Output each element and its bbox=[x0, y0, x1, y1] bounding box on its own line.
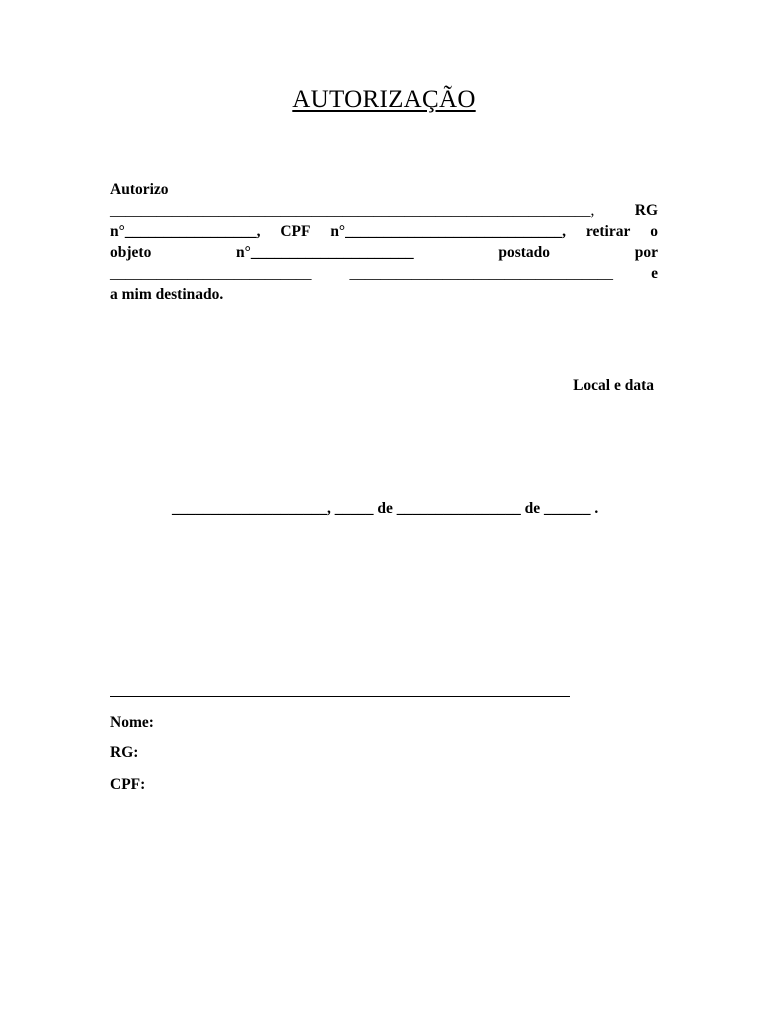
paragraph-line-4 bbox=[110, 242, 658, 263]
e-word: e bbox=[651, 265, 658, 282]
cpf-word: CPF bbox=[280, 223, 311, 240]
paragraph-line-6: a mim destinado. bbox=[110, 286, 224, 303]
local-data-label: Local e data bbox=[573, 377, 654, 394]
paragraph-line-5 bbox=[110, 263, 658, 284]
rg-word: RG bbox=[634, 202, 658, 219]
signature-line bbox=[110, 696, 570, 697]
paragraph-line-1: Autorizo bbox=[110, 181, 169, 198]
date-line: ____________________, _____ de ________________ de ______ . bbox=[172, 500, 599, 517]
postado-word: postado bbox=[498, 244, 551, 261]
paragraph-line-3 bbox=[110, 221, 658, 242]
rg-number-blank: n°_________________, bbox=[110, 223, 261, 240]
paragraph-line-2 bbox=[110, 200, 658, 221]
cpf-label: CPF: bbox=[110, 776, 146, 793]
objeto-word: objeto bbox=[110, 244, 152, 261]
name-blank: ______________________________________________________________, bbox=[110, 202, 595, 219]
sender-blank-2: __________________________________ bbox=[349, 265, 614, 282]
document-title: AUTORIZAÇÃO bbox=[292, 86, 476, 113]
retirar-word: retirar bbox=[585, 223, 631, 240]
cpf-number-blank: n°____________________________, bbox=[330, 223, 567, 240]
sender-blank-1: __________________________ bbox=[110, 265, 312, 282]
name-label: Nome: bbox=[110, 714, 154, 731]
por-word: por bbox=[634, 244, 658, 261]
o-word: o bbox=[650, 223, 658, 240]
object-number-blank: n°_____________________ bbox=[236, 244, 414, 261]
rg-label: RG: bbox=[110, 744, 139, 761]
